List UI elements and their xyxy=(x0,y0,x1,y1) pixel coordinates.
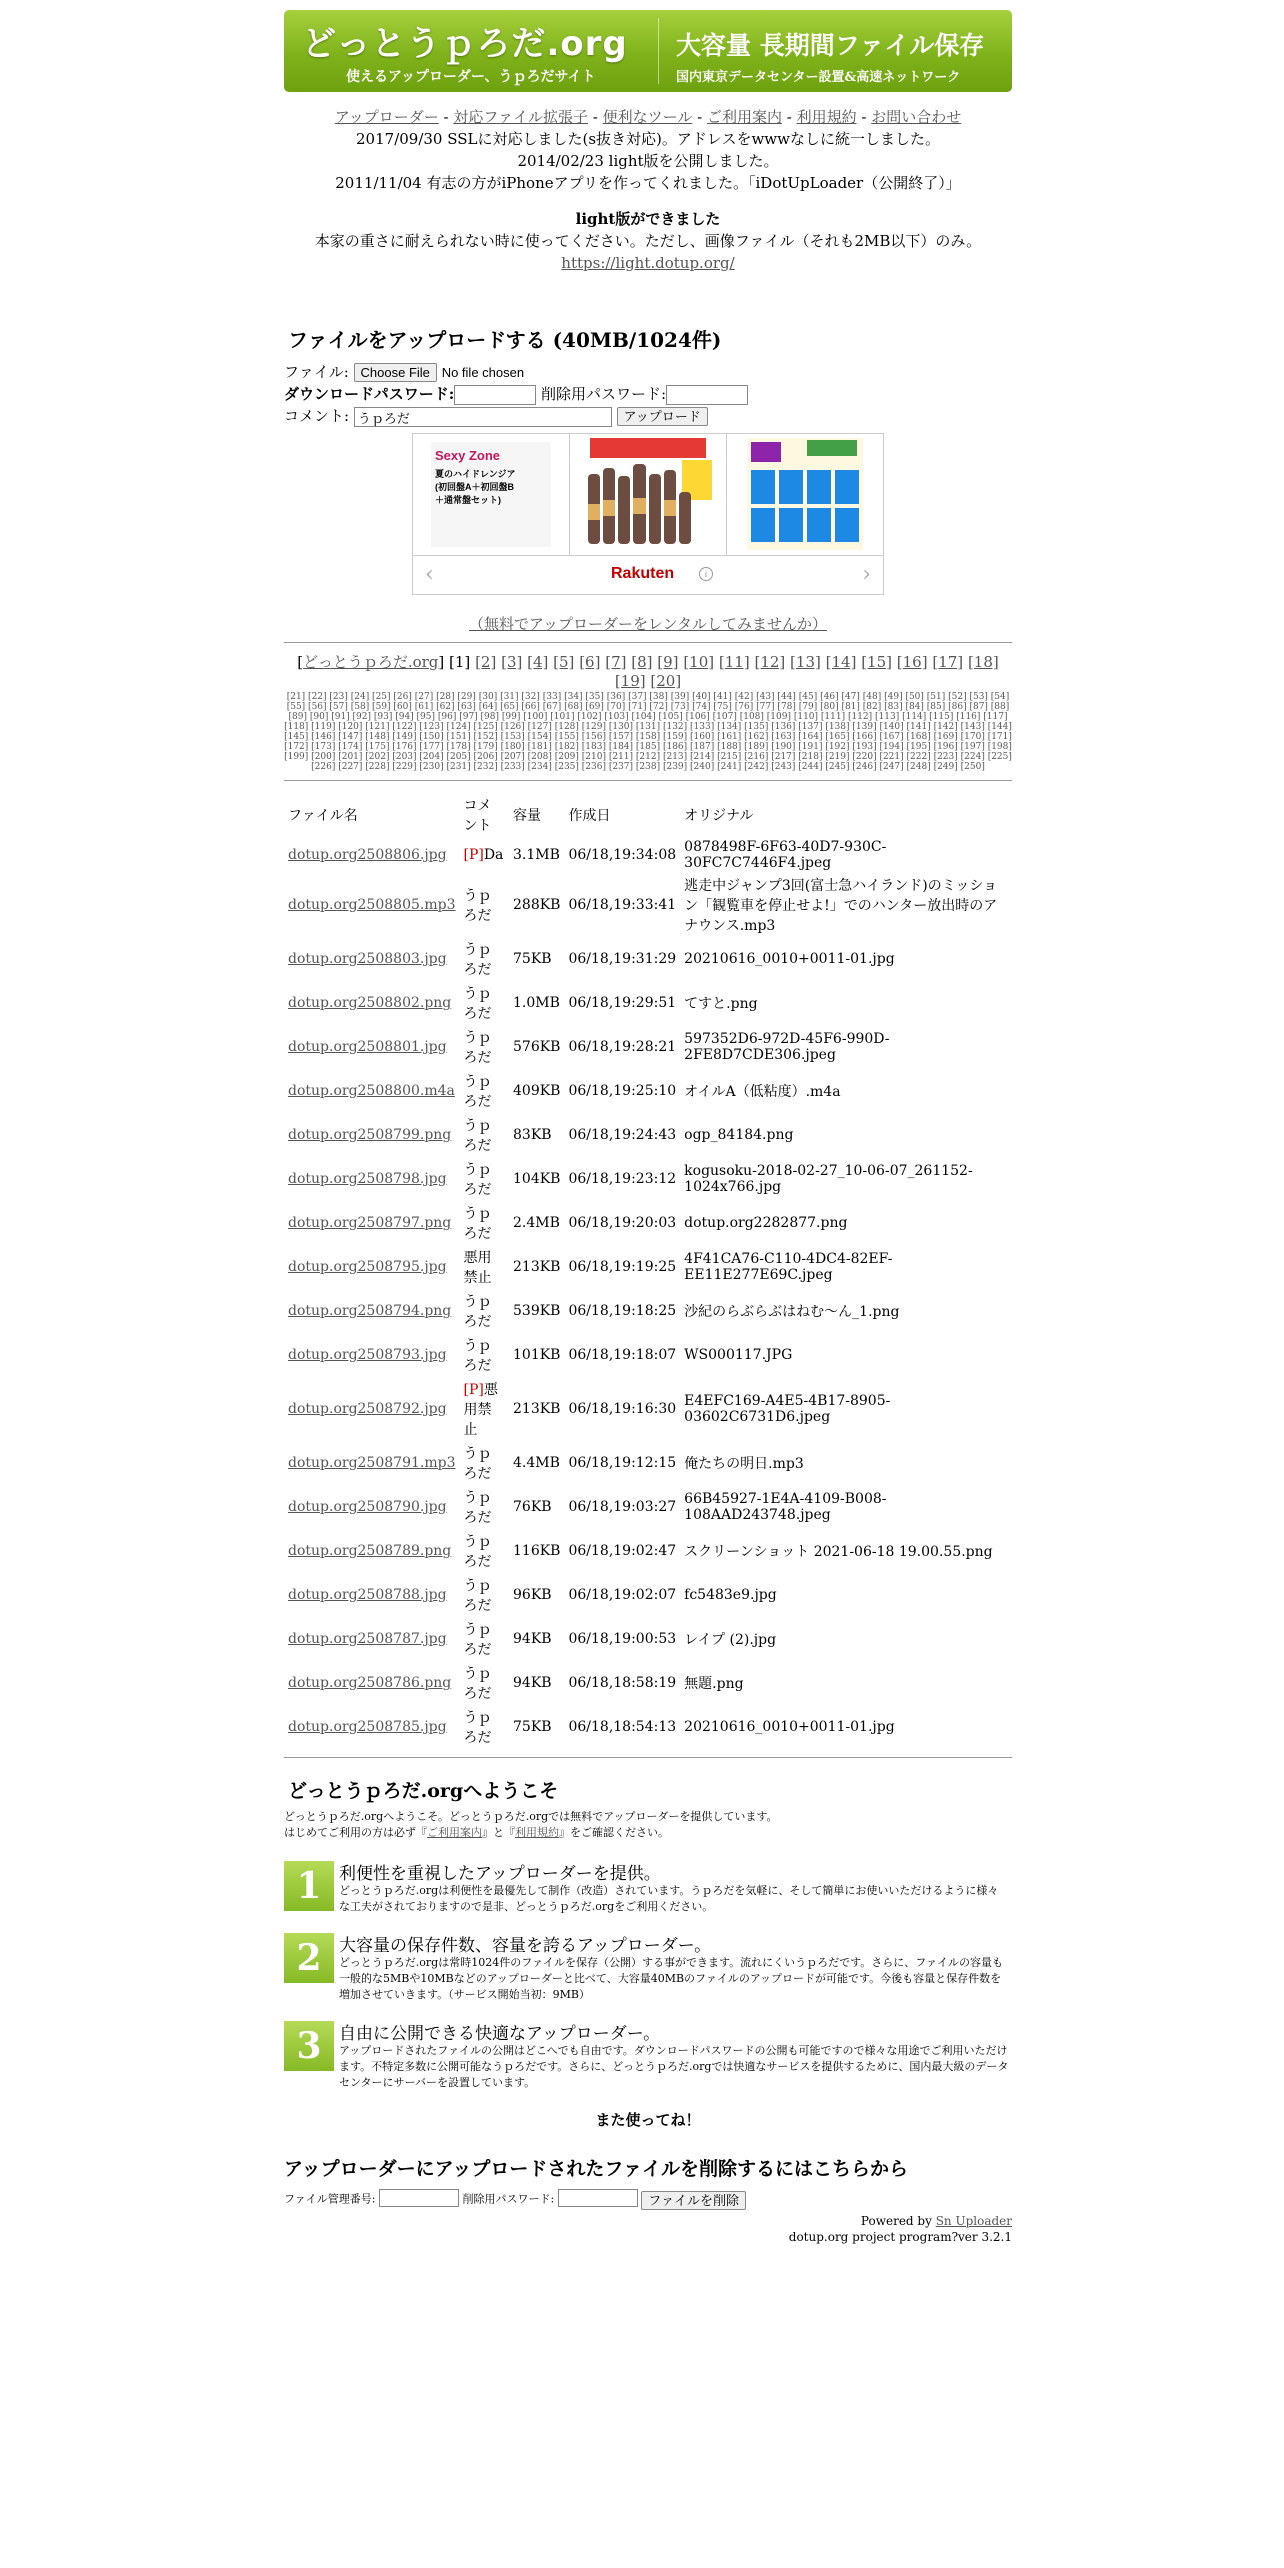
cell-comment xyxy=(459,1025,509,1069)
page xyxy=(284,10,1012,2245)
chevron-left-icon[interactable]: ‹ xyxy=(425,562,434,587)
table-row xyxy=(284,937,1012,981)
cell-original: E4EFC169-A4E5-4B17-8905-03602C6731D6.jpeg xyxy=(684,1393,891,1425)
pager-link[interactable]: [20] xyxy=(650,672,682,690)
chevron-right-icon[interactable]: › xyxy=(862,562,871,587)
col-date: 作成日 xyxy=(568,808,611,824)
pager-link[interactable]: [11] xyxy=(718,653,750,671)
welcome-line: どっとうｐろだ.orgへようこそ。どっとうｐろだ.orgでは無料でアップローダーを提供しています。 xyxy=(284,1810,778,1823)
file-link[interactable]: dotup.org2508787.jpg xyxy=(288,1631,447,1647)
cell-size: 94KB xyxy=(513,1675,552,1691)
cell-date: 06/18,19:03:27 xyxy=(568,1499,677,1515)
ad-item-2[interactable] xyxy=(570,434,727,555)
divider xyxy=(284,1757,1012,1758)
cell-filename xyxy=(284,1069,459,1113)
header-divider xyxy=(658,18,659,84)
cell-original: WS000117.JPG xyxy=(684,1347,793,1363)
cell-comment xyxy=(459,1245,509,1289)
powered-text: Powered by xyxy=(860,2214,932,2228)
pager-link[interactable]: [5] xyxy=(553,653,575,671)
file-link[interactable]: dotup.org2508794.png xyxy=(288,1303,452,1319)
file-link[interactable]: dotup.org2508801.jpg xyxy=(288,1039,447,1055)
welcome-intro xyxy=(284,1809,1012,1841)
file-link[interactable]: dotup.org2508788.jpg xyxy=(288,1587,447,1603)
pager-link[interactable]: [15] xyxy=(861,653,892,671)
table-row xyxy=(284,1441,1012,1485)
cell-original: 無題.png xyxy=(684,1676,744,1692)
cell-filename xyxy=(284,1201,459,1245)
delete-password-label: 削除用パスワード: xyxy=(462,2192,555,2206)
main-nav: アップローダー - 対応ファイル拡張子 - 便利なツール - ご利用案内 - 利用規約 - お問い合わせ xyxy=(334,108,962,126)
table-row xyxy=(284,1245,1012,1289)
comment-label: コメント: xyxy=(284,407,350,425)
cell-original: レイプ (2).jpg xyxy=(684,1632,777,1648)
feature-title: 大容量の保存件数、容量を誇るアップローダー。 xyxy=(339,1936,712,1956)
ad-item-1[interactable] xyxy=(413,434,570,555)
file-link[interactable]: dotup.org2508797.png xyxy=(288,1215,452,1231)
cell-filename xyxy=(284,1617,459,1661)
news-list xyxy=(284,128,1012,194)
cell-original: てすと.png xyxy=(684,996,758,1012)
ad-footer xyxy=(413,555,883,595)
pager-link[interactable]: [12] xyxy=(754,653,786,671)
password-tag: [P] xyxy=(463,847,484,863)
pager-current: [1] xyxy=(449,653,471,671)
light-link[interactable]: https://light.dotup.org/ xyxy=(561,254,735,272)
cell-filename xyxy=(284,1529,459,1573)
file-link[interactable]: dotup.org2508793.jpg xyxy=(288,1347,447,1363)
ad-item-3[interactable] xyxy=(727,434,883,555)
cell-filename xyxy=(284,937,459,981)
nav-uploader[interactable]: アップローダー xyxy=(334,108,439,126)
del-password-input[interactable] xyxy=(666,385,748,405)
cell-comment xyxy=(459,873,509,937)
cell-comment xyxy=(459,937,509,981)
delete-form xyxy=(284,2189,1012,2209)
rent-link-row xyxy=(284,613,1012,634)
file-link[interactable]: dotup.org2508803.jpg xyxy=(288,951,447,967)
ad-item-1-title: Sexy Zone xyxy=(435,448,501,463)
cell-date: 06/18,19:12:15 xyxy=(568,1455,677,1471)
nav-tools[interactable]: 便利なツール xyxy=(602,108,693,126)
cell-date: 06/18,18:58:19 xyxy=(568,1675,677,1691)
feature-number: 3 xyxy=(284,2021,334,2071)
table-row xyxy=(284,981,1012,1025)
cell-comment xyxy=(459,1113,509,1157)
pager-more[interactable] xyxy=(284,692,1012,772)
cell-size: 213KB xyxy=(513,1259,561,1275)
feature-desc: どっとうｐろだ.orgは利便性を最優先して制作（改造）されています。うｐろだを気軽に、そして簡単にお使いいただけるように様々な工夫がされておりますので是非、どっとうｐろだ.orgをご利用ください。 xyxy=(339,1884,999,1913)
table-row xyxy=(284,1113,1012,1157)
site-tagline: 使えるアップローダー、うｐろだサイト xyxy=(346,69,596,85)
pager-link[interactable]: [2] xyxy=(475,653,497,671)
comment-text: うｐろだ xyxy=(463,1490,492,1526)
light-desc: 本家の重さに耐えられない時に使ってください。ただし、画像ファイル（それも2MB以下）のみ。 xyxy=(314,232,982,250)
choose-file-button[interactable]: Choose File xyxy=(354,363,437,382)
password-row xyxy=(284,383,1012,405)
cell-size: 76KB xyxy=(513,1499,552,1515)
cell-filename xyxy=(284,1573,459,1617)
cell-size: 3.1MB xyxy=(513,847,560,863)
comment-text: うｐろだ xyxy=(463,1338,492,1374)
cell-size: 576KB xyxy=(513,1039,561,1055)
pager-link[interactable]: [3] xyxy=(501,653,523,671)
table-row xyxy=(284,1529,1012,1573)
table-row xyxy=(284,1025,1012,1069)
news-item: 2014/02/23 light版を公開しました。 xyxy=(517,152,779,170)
cell-filename xyxy=(284,1245,459,1289)
cell-date: 06/18,19:02:07 xyxy=(568,1587,677,1603)
welcome-text: はじめてご利用の方は必ず『 xyxy=(284,1826,427,1839)
nav-guide[interactable]: ご利用案内 xyxy=(706,108,782,126)
cell-date: 06/18,19:24:43 xyxy=(568,1127,677,1143)
cell-original: kogusoku-2018-02-27_10-06-07_261152-1024x766.jpg xyxy=(684,1163,973,1195)
pager-link[interactable]: [4] xyxy=(527,653,549,671)
cell-filename xyxy=(284,1485,459,1529)
cell-size: 83KB xyxy=(513,1127,552,1143)
header-right-title: 大容量 長期間ファイル保存 xyxy=(676,31,985,60)
cell-filename xyxy=(284,873,459,937)
pager-link[interactable]: [17] xyxy=(932,653,964,671)
pager-pages xyxy=(475,653,999,690)
cell-size: 1.0MB xyxy=(513,995,560,1011)
cell-size: 94KB xyxy=(513,1631,552,1647)
light-title: light版ができました xyxy=(575,210,721,228)
file-table xyxy=(284,793,1012,1749)
delete-password-input[interactable] xyxy=(558,2189,638,2207)
cell-original: 4F41CA76-C110-4DC4-82EF-EE11E277E69C.jpeg xyxy=(684,1251,893,1283)
cell-original: 66B45927-1E4A-4109-B008-108AAD243748.jpeg xyxy=(684,1491,887,1523)
no-file-text: No file chosen xyxy=(441,365,525,380)
upload-heading: ファイルをアップロードする (40MB/1024件) xyxy=(288,328,722,352)
comment-text: うｐろだ xyxy=(463,1622,492,1658)
file-link[interactable]: dotup.org2508792.jpg xyxy=(288,1401,447,1417)
cell-size: 288KB xyxy=(513,897,561,913)
cell-comment xyxy=(459,1377,509,1441)
pager-link[interactable]: [6] xyxy=(579,653,601,671)
cell-date: 06/18,19:34:08 xyxy=(568,847,677,863)
cell-original: dotup.org2282877.png xyxy=(684,1215,848,1231)
feature-1 xyxy=(284,1861,1012,1923)
comment-text: うｐろだ xyxy=(463,888,492,924)
cell-date: 06/18,19:18:07 xyxy=(568,1347,677,1363)
pager-link[interactable]: [7] xyxy=(605,653,627,671)
welcome-title: どっとうｐろだ.orgへようこそ xyxy=(288,1780,559,1802)
powered-by xyxy=(284,2213,1012,2229)
upload-button[interactable]: アップロード xyxy=(617,407,708,426)
cell-filename xyxy=(284,981,459,1025)
cell-date: 06/18,19:02:47 xyxy=(568,1543,677,1559)
guide-link[interactable]: ご利用案内 xyxy=(427,1826,482,1839)
cell-date: 06/18,19:19:25 xyxy=(568,1259,677,1275)
table-row xyxy=(284,1289,1012,1333)
comment-text: うｐろだ xyxy=(463,1030,492,1066)
cell-comment xyxy=(459,1157,509,1201)
comment-text: 悪用禁止 xyxy=(463,1250,492,1286)
news-item: 2017/09/30 SSLに対応しました(s抜き対応)。アドレスをwwwなしに統一しました。 xyxy=(356,130,940,148)
cell-size: 75KB xyxy=(513,951,552,967)
file-link[interactable]: dotup.org2508785.jpg xyxy=(288,1719,447,1735)
cell-filename xyxy=(284,1113,459,1157)
delete-button[interactable]: ファイルを削除 xyxy=(641,2191,746,2210)
rakuten-ad[interactable] xyxy=(412,433,884,595)
pager-link[interactable]: [19] xyxy=(614,672,646,690)
comment-text: うｐろだ xyxy=(463,942,492,978)
pager-link[interactable]: [10] xyxy=(683,653,715,671)
terms-link[interactable]: 利用規約 xyxy=(515,1826,559,1839)
comment-text: Da xyxy=(483,847,504,863)
cell-size: 116KB xyxy=(513,1543,561,1559)
cell-original: 597352D6-972D-45F6-990D-2FE8D7CDE306.jpeg xyxy=(684,1031,890,1063)
file-link[interactable]: dotup.org2508800.m4a xyxy=(288,1083,455,1099)
comment-text: うｐろだ xyxy=(463,1446,492,1482)
cell-filename xyxy=(284,1333,459,1377)
table-row xyxy=(284,1485,1012,1529)
cell-filename xyxy=(284,1441,459,1485)
cell-filename xyxy=(284,1705,459,1749)
comment-text: うｐろだ xyxy=(463,1074,492,1110)
cell-comment xyxy=(459,1289,509,1333)
cell-original: ogp_84184.png xyxy=(684,1127,794,1143)
feature-title: 利便性を重視したアップローダーを提供。 xyxy=(339,1864,661,1884)
site-logo[interactable]: どっとうｐろだ.org xyxy=(302,24,628,64)
pager-link[interactable]: [9] xyxy=(657,653,679,671)
news-item: 2011/11/04 有志の方がiPhoneアプリを作ってくれました。「iDotUpLoader（公開終了）」 xyxy=(335,174,961,192)
dl-password-input[interactable] xyxy=(454,385,536,405)
divider xyxy=(284,642,1012,643)
cell-size: 75KB xyxy=(513,1719,552,1735)
table-row xyxy=(284,837,1012,873)
comment-text: うｐろだ xyxy=(463,1534,492,1570)
table-row xyxy=(284,1377,1012,1441)
cell-date: 06/18,19:20:03 xyxy=(568,1215,677,1231)
pager-site-link[interactable]: どっとうｐろだ.org xyxy=(303,653,439,671)
cell-size: 4.4MB xyxy=(513,1455,560,1471)
pager-link[interactable]: [13] xyxy=(790,653,821,671)
pager-link[interactable]: [8] xyxy=(631,653,653,671)
rent-link[interactable]: （無料でアップローダーをレンタルしてみませんか） xyxy=(469,615,827,633)
cell-comment xyxy=(459,1333,509,1377)
cell-date: 06/18,19:23:12 xyxy=(568,1171,677,1187)
version-text: dotup.org project program?ver 3.2.1 xyxy=(788,2230,1012,2244)
pager: [どっとうｐろだ.org] [1] [2] [3] [4] [5] [6] [7] [8] [9] [10] [11] [12] [13] [14] [15] [16] [17] [18] [19] [20] xyxy=(297,653,999,690)
feature-3 xyxy=(284,2021,1012,2095)
header-right-sub: 国内東京データセンター設置&高速ネットワーク xyxy=(676,70,961,85)
file-link[interactable]: dotup.org2508790.jpg xyxy=(288,1499,447,1515)
table-row xyxy=(284,1617,1012,1661)
feature-2 xyxy=(284,1933,1012,2011)
cell-original: fc5483e9.jpg xyxy=(684,1587,777,1603)
cell-date: 06/18,19:00:53 xyxy=(568,1631,677,1647)
table-row xyxy=(284,1069,1012,1113)
cell-filename xyxy=(284,1025,459,1069)
file-link[interactable]: dotup.org2508791.mp3 xyxy=(288,1455,456,1471)
cell-size: 2.4MB xyxy=(513,1215,560,1231)
col-size: 容量 xyxy=(513,808,541,824)
see-you-again: また使ってね！ xyxy=(595,2111,701,2129)
cell-original: 逃走中ジャンプ3回(富士急ハイランド)のミッション「観覧車を停止せよ!」でのハンター放出時のアナウンス.mp3 xyxy=(684,878,998,934)
welcome-line xyxy=(284,1825,1012,1841)
col-original: オリジナル xyxy=(684,808,754,824)
nav-terms[interactable]: 利用規約 xyxy=(796,108,857,126)
cell-original: 沙紀のらぶらぶはねむ～ん_1.png xyxy=(684,1304,900,1320)
comment-text: うｐろだ xyxy=(463,1710,492,1746)
cell-size: 101KB xyxy=(513,1347,561,1363)
rakuten-logo[interactable]: Rakuten xyxy=(611,565,675,582)
comment-text: うｐろだ xyxy=(463,1118,492,1154)
cell-original: スクリーンショット 2021-06-18 19.00.55.png xyxy=(684,1544,993,1560)
cell-date: 06/18,18:54:13 xyxy=(568,1719,677,1735)
cell-original: 0878498F-6F63-40D7-930C-30FC7C7446F4.jpeg xyxy=(684,839,887,871)
comment-text: うｐろだ xyxy=(463,1578,492,1614)
cell-date: 06/18,19:33:41 xyxy=(568,897,677,913)
cell-size: 539KB xyxy=(513,1303,561,1319)
footer xyxy=(284,2213,1012,2245)
cell-original: 俺たちの明日.mp3 xyxy=(684,1456,804,1472)
comment-row xyxy=(284,405,1012,427)
welcome-text: 』をご確認ください。 xyxy=(559,1826,669,1839)
cell-size: 213KB xyxy=(513,1401,561,1417)
table-row xyxy=(284,873,1012,937)
divider xyxy=(284,780,1012,781)
cell-filename xyxy=(284,1157,459,1201)
cell-date: 06/18,19:18:25 xyxy=(568,1303,677,1319)
cell-date: 06/18,19:31:29 xyxy=(568,951,677,967)
file-link[interactable]: dotup.org2508786.png xyxy=(288,1675,452,1691)
pager-link[interactable]: [16] xyxy=(896,653,928,671)
col-comment: コメント xyxy=(463,798,492,834)
cell-original: 20210616_0010+0011-01.jpg xyxy=(684,1719,895,1735)
info-icon[interactable]: i xyxy=(699,567,713,581)
pager-link[interactable]: [18] xyxy=(967,653,999,671)
cell-comment xyxy=(459,1573,509,1617)
file-id-input[interactable] xyxy=(379,2189,459,2207)
file-link[interactable]: dotup.org2508802.png xyxy=(288,995,452,1011)
del-password-label: 削除用パスワード: xyxy=(541,385,667,403)
file-link[interactable]: dotup.org2508795.jpg xyxy=(288,1259,447,1275)
file-link[interactable]: dotup.org2508798.jpg xyxy=(288,1171,447,1187)
cell-comment xyxy=(459,981,509,1025)
cell-comment xyxy=(459,1069,509,1113)
cell-date: 06/18,19:25:10 xyxy=(568,1083,677,1099)
welcome-text: 』と『 xyxy=(482,1826,515,1839)
cell-comment xyxy=(459,1661,509,1705)
cell-date: 06/18,19:29:51 xyxy=(568,995,677,1011)
light-notice xyxy=(284,208,1012,274)
cell-size: 409KB xyxy=(513,1083,561,1099)
ad-item-1-desc: 夏のハイドレンジア (初回盤A＋初回盤B ＋通常盤セット) xyxy=(435,469,516,505)
table-row xyxy=(284,1201,1012,1245)
dl-password-label: ダウンロードパスワード: xyxy=(284,385,455,403)
cell-filename xyxy=(284,1377,459,1441)
file-rows xyxy=(284,837,1012,1749)
cell-filename xyxy=(284,1661,459,1705)
cell-comment xyxy=(459,1485,509,1529)
product-box-image xyxy=(727,434,883,555)
table-row xyxy=(284,1705,1012,1749)
site-header xyxy=(284,10,1012,92)
comment-input[interactable] xyxy=(354,407,612,427)
file-label: ファイル: xyxy=(284,363,349,381)
comment-text: 悪用禁止 xyxy=(463,1382,498,1438)
feature-desc: どっとうｐろだ.orgは常時1024件のファイルを保存（公開）する事ができます。流れにくいうｐろだです。さらに、ファイルの容量も一般的な5MBや10MBなどのアップローダーと比べて、大容量40MBのファイルのアップロードが可能です。今後も容量と保存件数を増加させていきます。（サービス開始当初：9MB） xyxy=(339,1956,1003,2001)
pager-link[interactable]: [14] xyxy=(825,653,857,671)
table-row xyxy=(284,1333,1012,1377)
pager-more-links[interactable]: [21] [22] [23] [24] [25] [26] [27] [28] [29] [30] [31] [32] [33] [34] [35] [36] [37] [38] [39] [40] [41] [42] [43] [44] [45] [46] [47] [48] [49] [50] [51] [52] [53] [54] [55] [56] [57] [58] [59] [60] [61] [62] [63] [64] [65] [66] [67] [68] [69] [70] [71] [72] [73] [74] [75] [76] [77] [78] [79] [80] [81] [82] [83] [84] [85] [86] [87] [88] [89] [90] [91] [92] [93] [94] [95] [96] [97] [98] [99] [100] [101] [102] [103] [104] [105] [106] [107] [108] [109] [110] [111] [112] [113] [114] [115] [116] [117] [118] [119] [120] [121] [122] [123] [124] [125] [126] [127] [128] [129] [130] [131] [132] [133] [134] [135] [136] [137] [138] [139] [140] [141] [142] [143] [144] [145] [146] [147] [148] [149] [150] [151] [152] [153] [154] [155] [156] [157] [158] [159] [160] [161] [162] [163] [164] [165] [166] [167] [168] [169] [170] [171] [172] [173] [174] [175] [176] [177] [178] [179] [180] [181] [182] [183] [184] [185] [186] [187] [188] [189] [190] [191] [192] [193] [194] [195] [196] [197] [198] [199] [200] [201] [202] [203] [204] [205] [206] [207] [208] [209] [210] [211] [212] [213] [214] [215] [216] [217] [218] [219] [220] [221] [222] [223] [224] [225] [226] [227] [228] [229] [230] [231] [232] [233] [234] [235] [236] [237] [238] [239] [240] [241] [242] [243] [244] [245] [246] [247] [248] [249] [250] xyxy=(284,692,1012,772)
beer-bottles-image xyxy=(570,434,726,555)
cell-comment xyxy=(459,1441,509,1485)
file-link[interactable]: dotup.org2508799.png xyxy=(288,1127,452,1143)
cell-size: 104KB xyxy=(513,1171,561,1187)
feature-desc: アップロードされたファイルの公開はどこへでも自由です。ダウンロードパスワードの公開も可能ですので様々な用途でご利用いただけます。不特定多数に公開可能なうｐろだです。さらに、どっとうｐろだ.orgでは快適なサービスを提供するために、国内最大級のデータセンターにサーバーを設置しています。 xyxy=(339,2044,1009,2089)
col-filename: ファイル名 xyxy=(288,808,358,824)
table-row xyxy=(284,1157,1012,1201)
sn-uploader-link[interactable]: Sn Uploader xyxy=(935,2214,1012,2228)
file-link[interactable]: dotup.org2508806.jpg xyxy=(288,847,447,863)
cell-original: 20210616_0010+0011-01.jpg xyxy=(684,951,895,967)
nav-contact[interactable]: お問い合わせ xyxy=(871,108,962,126)
password-tag: [P] xyxy=(463,1382,484,1398)
cell-date: 06/18,19:28:21 xyxy=(568,1039,677,1055)
cell-size: 96KB xyxy=(513,1587,552,1603)
cell-filename xyxy=(284,1289,459,1333)
comment-text: うｐろだ xyxy=(463,1162,492,1198)
file-id-label: ファイル管理番号: xyxy=(284,2192,376,2206)
comment-text: うｐろだ xyxy=(463,1206,492,1242)
cell-comment xyxy=(459,1529,509,1573)
cell-comment xyxy=(459,1617,509,1661)
feature-title: 自由に公開できる快適なアップローダー。 xyxy=(339,2024,661,2044)
file-link[interactable]: dotup.org2508805.mp3 xyxy=(288,897,456,913)
comment-text: うｐろだ xyxy=(463,1666,492,1702)
comment-text: うｐろだ xyxy=(463,1294,492,1330)
cell-filename xyxy=(284,837,459,873)
features xyxy=(284,1861,1012,2095)
file-link[interactable]: dotup.org2508789.png xyxy=(288,1543,452,1559)
cell-comment xyxy=(459,1705,509,1749)
table-row xyxy=(284,1573,1012,1617)
ad-item-1-image xyxy=(431,442,551,547)
table-row xyxy=(284,1661,1012,1705)
cell-comment xyxy=(459,1201,509,1245)
delete-heading: アップローダーにアップロードされたファイルを削除するにはこちらから xyxy=(284,2158,908,2180)
table-header xyxy=(284,793,1012,837)
comment-text: うｐろだ xyxy=(463,986,492,1022)
file-row xyxy=(284,361,1012,383)
cell-date: 06/18,19:16:30 xyxy=(568,1401,677,1417)
feature-number: 2 xyxy=(284,1933,334,1983)
cell-comment xyxy=(459,837,509,873)
nav-extensions[interactable]: 対応ファイル拡張子 xyxy=(453,108,589,126)
cell-original: オイルA（低粘度）.m4a xyxy=(684,1084,841,1100)
feature-number: 1 xyxy=(284,1861,334,1911)
